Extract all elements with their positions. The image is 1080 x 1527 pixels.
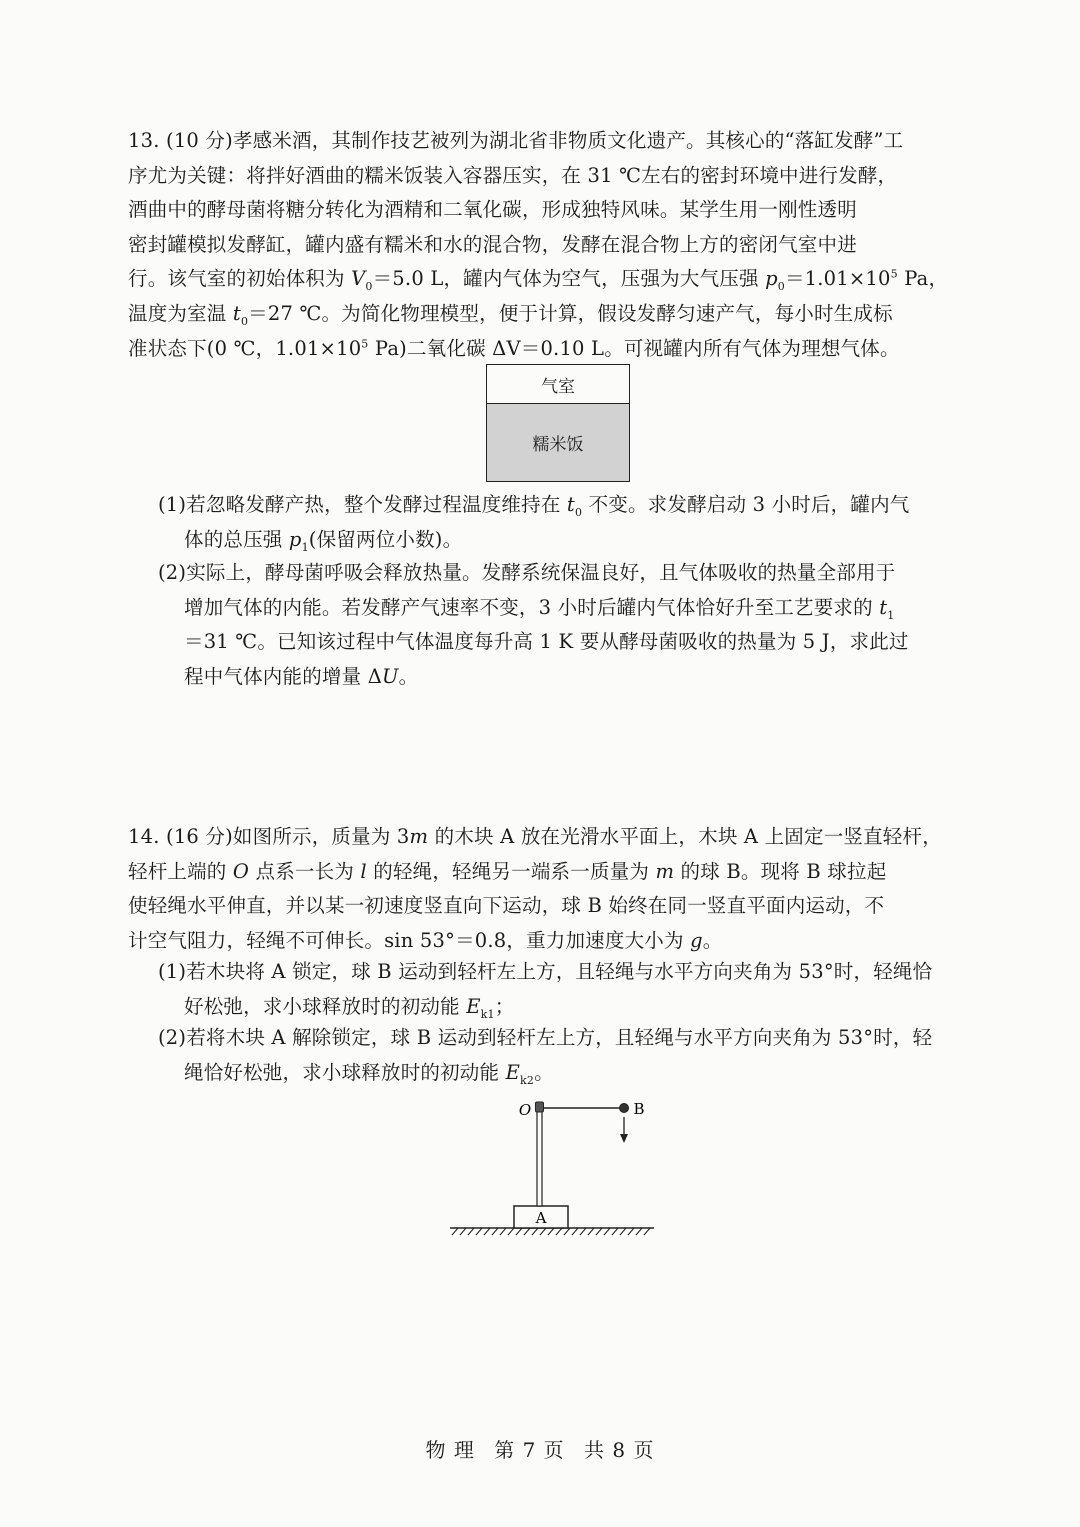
fermentation-container-diagram [486,364,630,482]
ball-b [620,1104,629,1113]
q13-part-2-line-4: 程中气体内能的增量 ΔU。 [184,664,419,688]
q13-line-2: 序尤为关键：将拌好酒曲的糯米饭装入容器压实，在 31 ℃左右的密封环境中进行发酵， [128,163,898,187]
q13-part-2 [158,556,958,694]
q13-line-3: 酒曲中的酵母菌将糖分转化为酒精和二氧化碳，形成独特风味。某学生用一刚性透明 [128,198,857,222]
footer-subject: 物 理 [425,1438,475,1462]
q13-line-4: 密封罐模拟发酵缸，罐内盛有糯米和水的混合物，发酵在混合物上方的密闭气室中进 [128,232,857,256]
q14-part-1 [158,955,958,1024]
q14-line-4: 计空气阻力，轻绳不可伸长。sin 53°＝0.8，重力加速度大小为 g。 [128,928,723,952]
pivot-o [536,1102,544,1112]
gas-chamber: 气室 [487,365,629,404]
q13-part-1-line-1: (1)若忽略发酵产热，整个发酵过程温度维持在 $t_0$ 不变。求发酵启动 3 小时后，罐内气 [158,493,910,519]
q14-line-1: 14. (16 分)如图所示，质量为 3m 的木块 A 放在光滑水平面上，木块 A 上固定一竖直轻杆， [128,825,942,848]
q14-part-2 [158,1021,958,1090]
q13-line-6: 温度为室温 $t_0=27$ ℃。为简化物理模型，便于计算，假设发酵匀速产气，每小时生成标 [128,301,893,328]
velocity-arrow-head [620,1134,628,1143]
q14-part-2-line-1: (2)若将木块 A 解除锁定，球 B 运动到轻杆左上方，且轻绳与水平方向夹角为 53°时，轻 [158,1026,933,1049]
ground-hatching [452,1228,650,1235]
page-footer [0,1434,1080,1463]
footer-page-number: 第 7 页 [494,1438,565,1462]
question-13-stem [128,124,958,366]
q14-line-3: 使轻绳水平伸直，并以某一初速度竖直向下运动，球 B 始终在同一竖直平面内运动，不 [128,894,885,918]
glutinous-rice-layer: 糯米饭 [487,404,629,481]
q13-line-1: 13. (10 分)孝感米酒，其制作技艺被列为湖北省非物质文化遗产。其核心的“落缸发酵”工 [128,129,904,152]
footer-total-pages: 共 8 页 [584,1438,655,1462]
pendulum-block-figure [440,1090,670,1240]
q14-part-1-line-2: 好松弛，求小球释放时的初动能 $E_{k1}$； [184,994,515,1021]
q13-part-2-line-1: (2)实际上，酵母菌呼吸会释放热量。发酵系统保温良好，且气体吸收的热量全部用于 [158,561,896,584]
pivot-o-label: O [518,1101,532,1119]
q14-part-2-line-2: 绳恰好松弛，求小球释放时的初动能 $E_{k2}$。 [184,1060,554,1087]
vertical-rod [537,1108,542,1206]
q13-line-5: 行。该气室的初始体积为 $V_0=5.0$ L，罐内气体为空气，压强为大气压强 $p_0=1.01\times 10^5$ Pa， [128,267,949,294]
q14-line-2: 轻杆上端的 O 点系一长为 l 的轻绳，轻绳另一端系一质量为 m 的球 B。现将 B 球拉起 [128,859,887,883]
question-14-stem [128,820,958,958]
q14-part-1-line-1: (1)若木块将 A 锁定，球 B 运动到轻杆左上方，且轻绳与水平方向夹角为 53°时，轻绳恰 [158,960,933,983]
q13-part-2-line-2: 增加气体的内能。若发酵产气速率不变，3 小时后罐内气体恰好升至工艺要求的 $t_1$ [184,595,895,622]
q13-part-1 [158,488,958,557]
q13-line-7: 准状态下(0 ℃，$1.01\times 10^5$ Pa)二氧化碳 ΔV＝0.10 L。可视罐内所有气体为理想气体。 [128,336,900,360]
block-a-label: A [535,1209,547,1227]
q13-part-1-line-2: 体的总压强 $p_1$(保留两位小数)。 [184,527,463,554]
ball-b-label: B [633,1100,645,1118]
q13-part-2-line-3: ＝31 ℃。已知该过程中气体温度每升高 1 K 要从酵母菌吸收的热量为 5 J，求此过 [184,630,909,654]
